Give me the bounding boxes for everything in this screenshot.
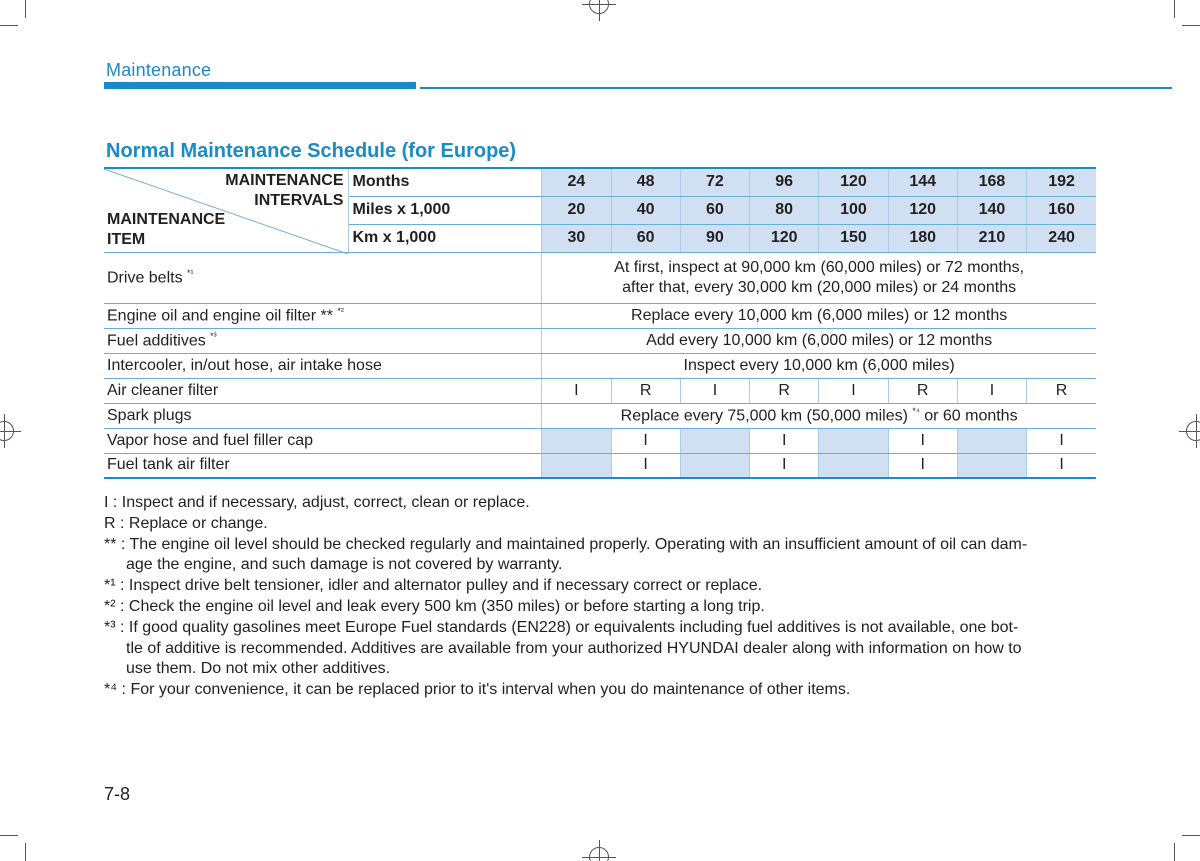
crop-mark <box>1182 25 1200 26</box>
interval-cell <box>680 453 749 478</box>
footnote-key: *⁴ <box>104 681 118 699</box>
maintenance-schedule-table <box>104 167 1096 479</box>
interval-cell <box>542 453 611 478</box>
header-value: 40 <box>611 196 680 224</box>
registration-mark-icon <box>1186 421 1200 441</box>
header-value: 48 <box>611 168 680 196</box>
interval-cell: R <box>750 378 819 403</box>
crop-mark <box>25 843 26 861</box>
interval-cell: R <box>888 378 957 403</box>
footnote <box>104 576 1098 597</box>
interval-cell: I <box>819 378 888 403</box>
interval-text-line: after that, every 30,000 km (20,000 miles) or 24 months <box>622 278 1017 296</box>
interval-text-part: or 60 months <box>919 407 1018 425</box>
footnote-continuation: use them. Do not mix other additives. <box>126 660 391 678</box>
table-title: Normal Maintenance Schedule (for Europe) <box>106 140 517 162</box>
header-value: 90 <box>680 224 749 252</box>
interval-cell <box>957 453 1026 478</box>
header-label: Months <box>349 168 542 196</box>
footnote-key: *² <box>104 597 116 615</box>
registration-mark-icon <box>589 0 609 14</box>
header-value: 120 <box>888 196 957 224</box>
footnote-text: : Check the engine oil level and leak every 500 km (350 miles) or before starting a long trip. <box>115 597 765 615</box>
maintenance-item: Air cleaner filter <box>104 378 542 403</box>
corner-item-label <box>107 210 225 250</box>
footnote-ref: *³ <box>210 330 217 341</box>
footnotes <box>104 493 1098 701</box>
table-row <box>104 378 1096 403</box>
footnote-text: : Inspect drive belt tensioner, idler and alternator pulley and if necessary correct or replace. <box>115 577 763 595</box>
maintenance-item <box>104 328 542 353</box>
maintenance-item: Intercooler, in/out hose, air intake hose <box>104 353 542 378</box>
interval-cell: I <box>957 378 1026 403</box>
interval-cell <box>680 428 749 453</box>
maintenance-item: Spark plugs <box>104 403 542 428</box>
header-value: 30 <box>542 224 611 252</box>
interval-cell: I <box>542 378 611 403</box>
footnote-key: R <box>104 514 116 532</box>
interval-text-line: At first, inspect at 90,000 km (60,000 miles) or 72 months, <box>614 258 1025 276</box>
header-value: 192 <box>1027 168 1096 196</box>
interval-text: Replace every 10,000 km (6,000 miles) or 12 months <box>542 303 1096 328</box>
crop-mark <box>25 0 26 18</box>
table-row <box>104 353 1096 378</box>
maintenance-item: Fuel tank air filter <box>104 453 542 478</box>
page-number: 7-8 <box>104 784 131 804</box>
table-header-row <box>104 168 1096 196</box>
interval-cell: I <box>750 428 819 453</box>
interval-text: Inspect every 10,000 km (6,000 miles) <box>542 353 1096 378</box>
header-value: 100 <box>819 196 888 224</box>
footnote <box>104 535 1098 577</box>
footnote-continuation: age the engine, and such damage is not covered by warranty. <box>126 556 563 574</box>
interval-cell: I <box>611 428 680 453</box>
interval-text: Add every 10,000 km (6,000 miles) or 12 months <box>542 328 1096 353</box>
interval-cell: I <box>888 453 957 478</box>
table-row <box>104 403 1096 428</box>
interval-text-part: Replace every 75,000 km (50,000 miles) <box>620 407 913 425</box>
header-value: 20 <box>542 196 611 224</box>
table-row <box>104 303 1096 328</box>
footnote <box>104 618 1098 680</box>
header-value: 168 <box>957 168 1026 196</box>
header-value: 180 <box>888 224 957 252</box>
crop-mark <box>1174 843 1175 861</box>
interval-cell <box>819 428 888 453</box>
crop-mark <box>1182 835 1200 836</box>
header-label: Km x 1,000 <box>349 224 542 252</box>
table-row <box>104 252 1096 303</box>
crop-mark <box>0 25 18 26</box>
maintenance-item <box>104 252 542 303</box>
header-value: 140 <box>957 196 1026 224</box>
footnote <box>104 493 1098 514</box>
header-value: 96 <box>750 168 819 196</box>
item-label: Engine oil and engine oil filter ** <box>107 307 338 325</box>
footnote-ref: *⁴ <box>912 405 920 416</box>
interval-cell <box>957 428 1026 453</box>
table-row <box>104 453 1096 478</box>
footnote-text: : For your convenience, it can be replaced prior to it's interval when you do maintenance of other items. <box>117 681 851 699</box>
header-value: 144 <box>888 168 957 196</box>
footnote-text: : Inspect and if necessary, adjust, correct, clean or replace. <box>108 494 530 511</box>
item-label: Drive belts <box>107 269 183 287</box>
registration-mark-icon <box>589 847 609 861</box>
header-value: 210 <box>957 224 1026 252</box>
footnote-text: : Replace or change. <box>115 514 268 532</box>
table-row <box>104 428 1096 453</box>
corner-intervals-line2: INTERVALS <box>254 192 344 209</box>
interval-cell: I <box>611 453 680 478</box>
header-value: 24 <box>542 168 611 196</box>
header-rule <box>420 87 1172 89</box>
maintenance-item <box>104 303 542 328</box>
interval-cell: I <box>680 378 749 403</box>
table-corner-cell <box>104 168 349 252</box>
header-value: 60 <box>611 224 680 252</box>
footnote <box>104 514 1098 535</box>
registration-mark-icon <box>0 421 14 441</box>
header-value: 120 <box>750 224 819 252</box>
corner-intervals-label <box>225 171 343 211</box>
footnote <box>104 597 1098 618</box>
footnote-continuation: tle of additive is recommended. Additives are available from your authorized HYUNDAI dealer along with information on how to <box>126 639 1022 657</box>
item-label: Fuel additives <box>107 332 211 350</box>
footnote <box>104 680 1098 701</box>
corner-item-line2: ITEM <box>107 230 146 248</box>
interval-cell: R <box>1027 378 1096 403</box>
maintenance-item: Vapor hose and fuel filler cap <box>104 428 542 453</box>
footnote-text: : If good quality gasolines meet Europe Fuel standards (EN228) or equivalents including fuel additives is not available, one bot- <box>115 618 1019 636</box>
header-value: 240 <box>1027 224 1096 252</box>
header-value: 60 <box>680 196 749 224</box>
header-label: Miles x 1,000 <box>349 196 542 224</box>
corner-intervals-line1: MAINTENANCE <box>225 172 344 189</box>
footnote-key: *³ <box>104 618 116 636</box>
interval-cell: I <box>750 453 819 478</box>
header-bar <box>104 82 416 89</box>
crop-mark <box>1174 0 1175 18</box>
interval-text <box>542 252 1096 303</box>
footnote-key: ** <box>104 535 117 553</box>
interval-cell <box>542 428 611 453</box>
interval-cell: I <box>1027 428 1096 453</box>
footnote-key: *¹ <box>104 577 116 595</box>
corner-item-line1: MAINTENANCE <box>107 210 226 228</box>
interval-cell: R <box>611 378 680 403</box>
header-value: 120 <box>819 168 888 196</box>
header-value: 72 <box>680 168 749 196</box>
interval-cell <box>819 453 888 478</box>
table-row <box>104 328 1096 353</box>
section-title: Maintenance <box>106 60 212 80</box>
footnote-ref: *¹ <box>187 267 194 278</box>
header-value: 150 <box>819 224 888 252</box>
interval-cell: I <box>888 428 957 453</box>
header-value: 80 <box>750 196 819 224</box>
interval-cell: I <box>1027 453 1096 478</box>
footnote-text: : The engine oil level should be checked regularly and maintained properly. Operating with an insufficient amount of oil can dam- <box>116 535 1028 553</box>
crop-mark <box>0 835 18 836</box>
interval-text <box>542 403 1096 428</box>
footnote-ref: *² <box>337 305 344 316</box>
footnote-key: I <box>104 494 109 511</box>
header-value: 160 <box>1027 196 1096 224</box>
